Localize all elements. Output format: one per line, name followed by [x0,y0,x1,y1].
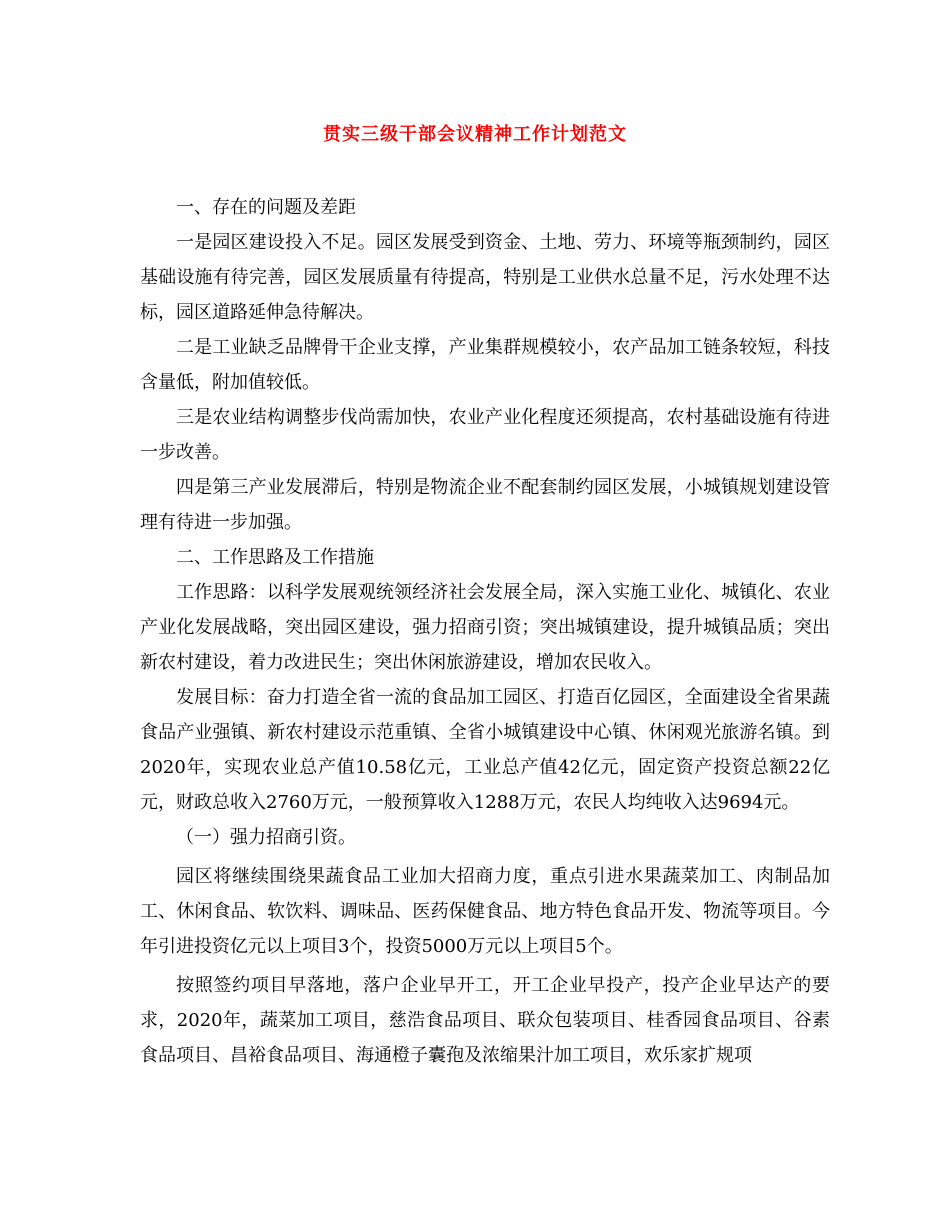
paragraph-problem-1: 一是园区建设投入不足。园区发展受到资金、土地、劳力、环境等瓶颈制约，园区基础设施有待完善，园区发展质量有待提高，特别是工业供水总量不足，污水处理不达标，园区道路延伸急待解决。 [140,232,830,323]
paragraph-problem-3: 三是农业结构调整步伐尚需加快，农业产业化程度还须提高，农村基础设施有待进一步改善。 [140,407,830,463]
paragraph-projects: 按照签约项目早落地，落户企业早开工，开工企业早投产，投产企业早达产的要求，2020年，蔬菜加工项目，慈浩食品项目、联众包装项目、桂香园食品项目、谷素食品项目、昌裕食品项目、海通橙子囊孢及浓缩果汁加工项目，欢乐家扩规项 [140,975,830,1066]
paragraph-development-goals: 发展目标：奋力打造全省一流的食品加工园区、打造百亿园区，全面建设全省果蔬食品产业强镇、新农村建设示范重镇、全省小城镇建设中心镇、休闲观光旅游名镇。到2020年，实现农业总产值10.58亿元，工业总产值42亿元，固定资产投资总额22亿元，财政总收入2760万元，一般预算收入1288万元，农民人均纯收入达9694元。 [140,687,830,813]
section-heading-ideas: 二、工作思路及工作措施 [176,547,374,568]
paragraph-problem-2: 二是工业缺乏品牌骨干企业支撑，产业集群规模较小，农产品加工链条较短，科技含量低，附加值较低。 [140,337,830,393]
document-title: 贯实三级干部会议精神工作计划范文 [323,124,627,145]
paragraph-problem-4: 四是第三产业发展滞后，特别是物流企业不配套制约园区发展，小城镇规划建设管理有待进一步加强。 [140,477,830,533]
paragraph-investment: 园区将继续围绕果蔬食品工业加大招商力度，重点引进水果蔬菜加工、肉制品加工、休闲食品、软饮料、调味品、医药保健食品、地方特色食品开发、物流等项目。今年引进投资亿元以上项目3个，投资5000万元以上项目5个。 [140,866,830,957]
document-body [140,190,830,1073]
section-heading-problems: 一、存在的问题及差距 [176,197,356,218]
paragraph-work-ideas: 工作思路：以科学发展观统领经济社会发展全局，深入实施工业化、城镇化、农业产业化发展战略，突出园区建设，强力招商引资；突出城镇建设，提升城镇品质；突出新农村建设，着力改进民生；突出休闲旅游建设，增加农民收入。 [140,582,830,673]
subsection-heading-investment: （一）强力招商引资。 [176,827,356,848]
